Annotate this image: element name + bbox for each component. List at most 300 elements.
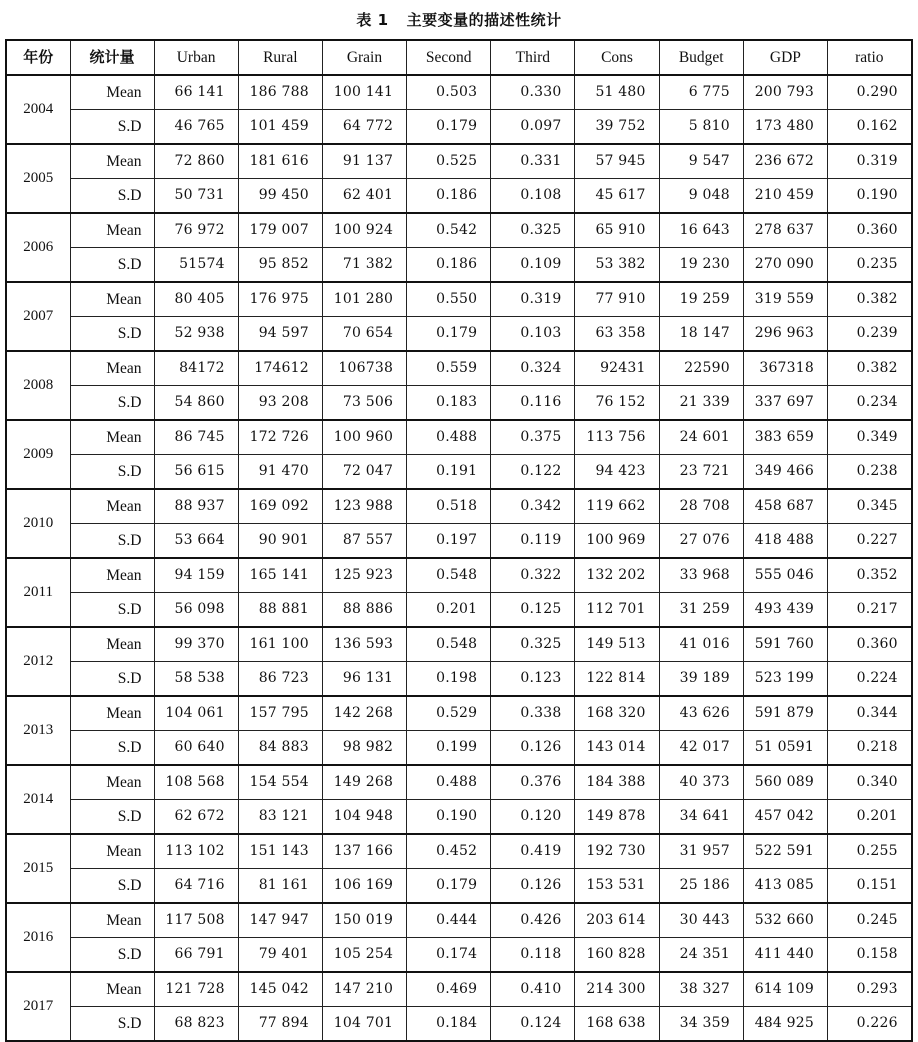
value-cell: 143 014 <box>575 731 659 766</box>
value-cell: 0.226 <box>828 1007 912 1042</box>
value-cell: 19 230 <box>659 248 743 283</box>
value-cell: 0.109 <box>491 248 575 283</box>
table-row <box>6 489 912 524</box>
value-cell: 0.444 <box>407 903 491 938</box>
value-cell: 0.097 <box>491 110 575 145</box>
value-cell: 62 401 <box>322 179 406 214</box>
value-cell: 591 760 <box>743 627 827 662</box>
value-cell: 73 506 <box>322 386 406 421</box>
value-cell: 0.125 <box>491 593 575 628</box>
value-cell: 0.503 <box>407 75 491 110</box>
value-cell: 94 423 <box>575 455 659 490</box>
value-cell: 94 597 <box>238 317 322 352</box>
table-row <box>6 386 912 421</box>
value-cell: 0.126 <box>491 869 575 904</box>
value-cell: 236 672 <box>743 144 827 179</box>
value-cell: 6 775 <box>659 75 743 110</box>
value-cell: 0.345 <box>828 489 912 524</box>
value-cell: 46 765 <box>154 110 238 145</box>
value-cell: 383 659 <box>743 420 827 455</box>
value-cell: 176 975 <box>238 282 322 317</box>
value-cell: 0.201 <box>407 593 491 628</box>
value-cell: 0.340 <box>828 765 912 800</box>
value-cell: 0.375 <box>491 420 575 455</box>
value-cell: 96 131 <box>322 662 406 697</box>
value-cell: 560 089 <box>743 765 827 800</box>
value-cell: 88 886 <box>322 593 406 628</box>
value-cell: 81 161 <box>238 869 322 904</box>
value-cell: 38 327 <box>659 972 743 1007</box>
table-row <box>6 420 912 455</box>
value-cell: 203 614 <box>575 903 659 938</box>
value-cell: 39 752 <box>575 110 659 145</box>
value-cell: 0.120 <box>491 800 575 835</box>
value-cell: 66 141 <box>154 75 238 110</box>
value-cell: 0.382 <box>828 351 912 386</box>
value-cell: 0.410 <box>491 972 575 1007</box>
value-cell: 0.197 <box>407 524 491 559</box>
column-header: Second <box>407 40 491 75</box>
value-cell: 24 601 <box>659 420 743 455</box>
value-cell: 66 791 <box>154 938 238 973</box>
value-cell: 104 948 <box>322 800 406 835</box>
value-cell: 22590 <box>659 351 743 386</box>
value-cell: 39 189 <box>659 662 743 697</box>
value-cell: 52 938 <box>154 317 238 352</box>
column-header: Budget <box>659 40 743 75</box>
value-cell: 0.201 <box>828 800 912 835</box>
column-header: ratio <box>828 40 912 75</box>
value-cell: 0.183 <box>407 386 491 421</box>
value-cell: 0.227 <box>828 524 912 559</box>
statistic-cell: Mean <box>70 696 154 731</box>
value-cell: 186 788 <box>238 75 322 110</box>
table-row <box>6 800 912 835</box>
statistic-cell: S.D <box>70 800 154 835</box>
value-cell: 106738 <box>322 351 406 386</box>
value-cell: 57 945 <box>575 144 659 179</box>
value-cell: 0.518 <box>407 489 491 524</box>
value-cell: 28 708 <box>659 489 743 524</box>
value-cell: 296 963 <box>743 317 827 352</box>
value-cell: 76 152 <box>575 386 659 421</box>
value-cell: 0.452 <box>407 834 491 869</box>
value-cell: 200 793 <box>743 75 827 110</box>
value-cell: 0.469 <box>407 972 491 1007</box>
value-cell: 0.349 <box>828 420 912 455</box>
column-header: Cons <box>575 40 659 75</box>
header-row <box>6 40 912 75</box>
value-cell: 0.319 <box>828 144 912 179</box>
value-cell: 0.191 <box>407 455 491 490</box>
value-cell: 99 370 <box>154 627 238 662</box>
value-cell: 0.118 <box>491 938 575 973</box>
value-cell: 484 925 <box>743 1007 827 1042</box>
value-cell: 122 814 <box>575 662 659 697</box>
value-cell: 137 166 <box>322 834 406 869</box>
value-cell: 0.325 <box>491 627 575 662</box>
statistic-cell: Mean <box>70 903 154 938</box>
value-cell: 93 208 <box>238 386 322 421</box>
value-cell: 31 957 <box>659 834 743 869</box>
statistic-cell: S.D <box>70 593 154 628</box>
value-cell: 72 860 <box>154 144 238 179</box>
value-cell: 27 076 <box>659 524 743 559</box>
value-cell: 151 143 <box>238 834 322 869</box>
value-cell: 100 960 <box>322 420 406 455</box>
column-header: GDP <box>743 40 827 75</box>
value-cell: 192 730 <box>575 834 659 869</box>
value-cell: 76 972 <box>154 213 238 248</box>
value-cell: 319 559 <box>743 282 827 317</box>
statistic-cell: S.D <box>70 869 154 904</box>
value-cell: 54 860 <box>154 386 238 421</box>
table-row <box>6 317 912 352</box>
value-cell: 168 638 <box>575 1007 659 1042</box>
value-cell: 174612 <box>238 351 322 386</box>
table-body <box>6 75 912 1041</box>
value-cell: 5 810 <box>659 110 743 145</box>
value-cell: 119 662 <box>575 489 659 524</box>
table-row <box>6 696 912 731</box>
value-cell: 45 617 <box>575 179 659 214</box>
statistic-cell: S.D <box>70 110 154 145</box>
value-cell: 0.239 <box>828 317 912 352</box>
value-cell: 149 268 <box>322 765 406 800</box>
value-cell: 100 924 <box>322 213 406 248</box>
descriptive-statistics-table <box>5 39 913 1042</box>
value-cell: 0.119 <box>491 524 575 559</box>
value-cell: 60 640 <box>154 731 238 766</box>
value-cell: 0.151 <box>828 869 912 904</box>
value-cell: 154 554 <box>238 765 322 800</box>
value-cell: 91 470 <box>238 455 322 490</box>
value-cell: 179 007 <box>238 213 322 248</box>
statistic-cell: S.D <box>70 938 154 973</box>
value-cell: 100 141 <box>322 75 406 110</box>
table-row <box>6 248 912 283</box>
value-cell: 0.542 <box>407 213 491 248</box>
value-cell: 591 879 <box>743 696 827 731</box>
value-cell: 99 450 <box>238 179 322 214</box>
value-cell: 0.124 <box>491 1007 575 1042</box>
value-cell: 0.419 <box>491 834 575 869</box>
value-cell: 68 823 <box>154 1007 238 1042</box>
value-cell: 0.218 <box>828 731 912 766</box>
value-cell: 0.488 <box>407 765 491 800</box>
value-cell: 169 092 <box>238 489 322 524</box>
value-cell: 145 042 <box>238 972 322 1007</box>
value-cell: 34 359 <box>659 1007 743 1042</box>
value-cell: 0.290 <box>828 75 912 110</box>
statistic-cell: Mean <box>70 765 154 800</box>
value-cell: 0.184 <box>407 1007 491 1042</box>
value-cell: 9 048 <box>659 179 743 214</box>
table-row <box>6 627 912 662</box>
value-cell: 214 300 <box>575 972 659 1007</box>
year-cell: 2006 <box>6 213 70 282</box>
table-row <box>6 75 912 110</box>
statistic-cell: Mean <box>70 972 154 1007</box>
statistic-cell: S.D <box>70 179 154 214</box>
value-cell: 30 443 <box>659 903 743 938</box>
value-cell: 418 488 <box>743 524 827 559</box>
value-cell: 0.217 <box>828 593 912 628</box>
value-cell: 94 159 <box>154 558 238 593</box>
value-cell: 62 672 <box>154 800 238 835</box>
value-cell: 125 923 <box>322 558 406 593</box>
value-cell: 0.186 <box>407 179 491 214</box>
value-cell: 0.319 <box>491 282 575 317</box>
value-cell: 147 210 <box>322 972 406 1007</box>
value-cell: 411 440 <box>743 938 827 973</box>
value-cell: 0.550 <box>407 282 491 317</box>
value-cell: 77 910 <box>575 282 659 317</box>
value-cell: 147 947 <box>238 903 322 938</box>
table-row <box>6 455 912 490</box>
value-cell: 106 169 <box>322 869 406 904</box>
value-cell: 0.126 <box>491 731 575 766</box>
value-cell: 0.108 <box>491 179 575 214</box>
value-cell: 56 615 <box>154 455 238 490</box>
value-cell: 34 641 <box>659 800 743 835</box>
table-title: 主要变量的描述性统计 <box>406 11 562 29</box>
value-cell: 165 141 <box>238 558 322 593</box>
value-cell: 0.360 <box>828 627 912 662</box>
value-cell: 0.342 <box>491 489 575 524</box>
value-cell: 24 351 <box>659 938 743 973</box>
column-header: Rural <box>238 40 322 75</box>
value-cell: 70 654 <box>322 317 406 352</box>
value-cell: 117 508 <box>154 903 238 938</box>
table-row <box>6 903 912 938</box>
value-cell: 63 358 <box>575 317 659 352</box>
value-cell: 101 280 <box>322 282 406 317</box>
table-row <box>6 179 912 214</box>
value-cell: 79 401 <box>238 938 322 973</box>
value-cell: 0.158 <box>828 938 912 973</box>
value-cell: 112 701 <box>575 593 659 628</box>
value-cell: 121 728 <box>154 972 238 1007</box>
value-cell: 0.234 <box>828 386 912 421</box>
value-cell: 0.255 <box>828 834 912 869</box>
value-cell: 58 538 <box>154 662 238 697</box>
table-row <box>6 938 912 973</box>
statistic-cell: S.D <box>70 731 154 766</box>
value-cell: 0.331 <box>491 144 575 179</box>
value-cell: 160 828 <box>575 938 659 973</box>
table-row <box>6 834 912 869</box>
value-cell: 0.322 <box>491 558 575 593</box>
value-cell: 150 019 <box>322 903 406 938</box>
year-cell: 2011 <box>6 558 70 627</box>
value-cell: 100 969 <box>575 524 659 559</box>
value-cell: 142 268 <box>322 696 406 731</box>
column-header: 统计量 <box>70 40 154 75</box>
statistic-cell: Mean <box>70 558 154 593</box>
value-cell: 25 186 <box>659 869 743 904</box>
value-cell: 0.525 <box>407 144 491 179</box>
value-cell: 80 405 <box>154 282 238 317</box>
value-cell: 65 910 <box>575 213 659 248</box>
statistic-cell: S.D <box>70 524 154 559</box>
value-cell: 210 459 <box>743 179 827 214</box>
value-cell: 64 716 <box>154 869 238 904</box>
year-cell: 2012 <box>6 627 70 696</box>
value-cell: 157 795 <box>238 696 322 731</box>
value-cell: 31 259 <box>659 593 743 628</box>
statistic-cell: Mean <box>70 834 154 869</box>
value-cell: 83 121 <box>238 800 322 835</box>
statistic-cell: S.D <box>70 1007 154 1042</box>
value-cell: 87 557 <box>322 524 406 559</box>
value-cell: 0.324 <box>491 351 575 386</box>
value-cell: 0.338 <box>491 696 575 731</box>
value-cell: 0.529 <box>407 696 491 731</box>
value-cell: 53 382 <box>575 248 659 283</box>
value-cell: 149 878 <box>575 800 659 835</box>
value-cell: 270 090 <box>743 248 827 283</box>
statistic-cell: S.D <box>70 662 154 697</box>
value-cell: 51574 <box>154 248 238 283</box>
value-cell: 88 937 <box>154 489 238 524</box>
value-cell: 0.559 <box>407 351 491 386</box>
value-cell: 18 147 <box>659 317 743 352</box>
year-cell: 2013 <box>6 696 70 765</box>
value-cell: 0.488 <box>407 420 491 455</box>
value-cell: 349 466 <box>743 455 827 490</box>
value-cell: 0.199 <box>407 731 491 766</box>
value-cell: 123 988 <box>322 489 406 524</box>
value-cell: 98 982 <box>322 731 406 766</box>
value-cell: 104 061 <box>154 696 238 731</box>
statistic-cell: Mean <box>70 351 154 386</box>
table-row <box>6 869 912 904</box>
value-cell: 0.224 <box>828 662 912 697</box>
value-cell: 149 513 <box>575 627 659 662</box>
table-row <box>6 282 912 317</box>
value-cell: 84 883 <box>238 731 322 766</box>
value-cell: 108 568 <box>154 765 238 800</box>
table-row <box>6 351 912 386</box>
year-cell: 2009 <box>6 420 70 489</box>
value-cell: 161 100 <box>238 627 322 662</box>
year-cell: 2005 <box>6 144 70 213</box>
value-cell: 0.190 <box>407 800 491 835</box>
year-cell: 2008 <box>6 351 70 420</box>
value-cell: 23 721 <box>659 455 743 490</box>
table-row <box>6 765 912 800</box>
value-cell: 458 687 <box>743 489 827 524</box>
value-cell: 88 881 <box>238 593 322 628</box>
value-cell: 21 339 <box>659 386 743 421</box>
value-cell: 0.235 <box>828 248 912 283</box>
year-cell: 2016 <box>6 903 70 972</box>
value-cell: 132 202 <box>575 558 659 593</box>
value-cell: 86 723 <box>238 662 322 697</box>
value-cell: 0.376 <box>491 765 575 800</box>
year-cell: 2017 <box>6 972 70 1041</box>
year-cell: 2004 <box>6 75 70 144</box>
table-row <box>6 662 912 697</box>
value-cell: 86 745 <box>154 420 238 455</box>
value-cell: 113 756 <box>575 420 659 455</box>
value-cell: 0.162 <box>828 110 912 145</box>
value-cell: 181 616 <box>238 144 322 179</box>
value-cell: 0.198 <box>407 662 491 697</box>
value-cell: 0.293 <box>828 972 912 1007</box>
value-cell: 19 259 <box>659 282 743 317</box>
value-cell: 84172 <box>154 351 238 386</box>
value-cell: 9 547 <box>659 144 743 179</box>
value-cell: 0.238 <box>828 455 912 490</box>
value-cell: 0.103 <box>491 317 575 352</box>
table-row <box>6 593 912 628</box>
value-cell: 367318 <box>743 351 827 386</box>
value-cell: 50 731 <box>154 179 238 214</box>
value-cell: 413 085 <box>743 869 827 904</box>
column-header: 年份 <box>6 40 70 75</box>
value-cell: 522 591 <box>743 834 827 869</box>
value-cell: 173 480 <box>743 110 827 145</box>
value-cell: 0.245 <box>828 903 912 938</box>
column-header: Grain <box>322 40 406 75</box>
statistic-cell: Mean <box>70 75 154 110</box>
year-cell: 2010 <box>6 489 70 558</box>
value-cell: 0.186 <box>407 248 491 283</box>
value-cell: 0.325 <box>491 213 575 248</box>
statistic-cell: Mean <box>70 213 154 248</box>
value-cell: 56 098 <box>154 593 238 628</box>
value-cell: 51 480 <box>575 75 659 110</box>
year-cell: 2015 <box>6 834 70 903</box>
value-cell: 113 102 <box>154 834 238 869</box>
value-cell: 0.116 <box>491 386 575 421</box>
statistic-cell: S.D <box>70 317 154 352</box>
statistic-cell: Mean <box>70 420 154 455</box>
value-cell: 614 109 <box>743 972 827 1007</box>
value-cell: 168 320 <box>575 696 659 731</box>
value-cell: 64 772 <box>322 110 406 145</box>
value-cell: 457 042 <box>743 800 827 835</box>
value-cell: 0.344 <box>828 696 912 731</box>
value-cell: 0.190 <box>828 179 912 214</box>
value-cell: 0.122 <box>491 455 575 490</box>
value-cell: 0.548 <box>407 558 491 593</box>
table-caption <box>0 9 918 30</box>
statistic-cell: S.D <box>70 386 154 421</box>
value-cell: 153 531 <box>575 869 659 904</box>
value-cell: 92431 <box>575 351 659 386</box>
statistic-cell: Mean <box>70 627 154 662</box>
year-cell: 2014 <box>6 765 70 834</box>
table-number: 表 1 <box>356 11 389 29</box>
statistic-cell: Mean <box>70 282 154 317</box>
value-cell: 0.548 <box>407 627 491 662</box>
value-cell: 104 701 <box>322 1007 406 1042</box>
value-cell: 0.382 <box>828 282 912 317</box>
column-header: Third <box>491 40 575 75</box>
value-cell: 91 137 <box>322 144 406 179</box>
statistic-cell: Mean <box>70 144 154 179</box>
value-cell: 0.426 <box>491 903 575 938</box>
table-row <box>6 558 912 593</box>
value-cell: 0.179 <box>407 869 491 904</box>
value-cell: 555 046 <box>743 558 827 593</box>
value-cell: 0.179 <box>407 317 491 352</box>
value-cell: 172 726 <box>238 420 322 455</box>
value-cell: 90 901 <box>238 524 322 559</box>
